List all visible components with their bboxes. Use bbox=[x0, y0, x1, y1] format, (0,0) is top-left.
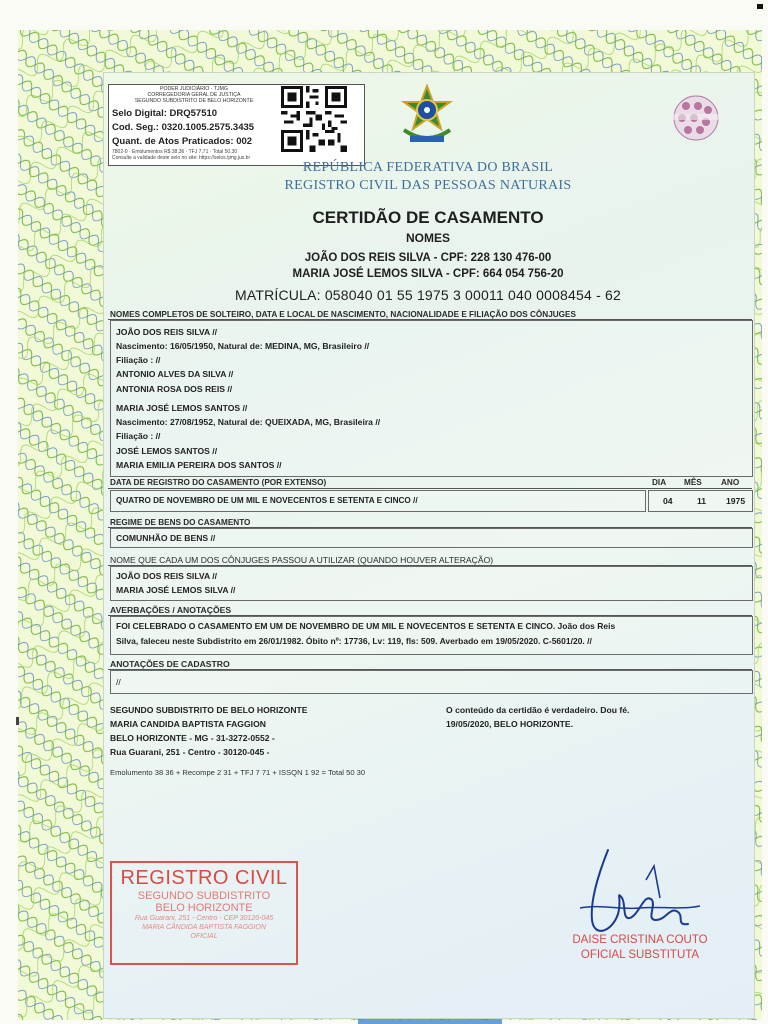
adopted-name-1: JOÃO DOS REIS SILVA // bbox=[116, 571, 218, 581]
official-name: DAISE CRISTINA COUTO bbox=[572, 934, 708, 946]
seal-fee-line: 7802-0 · Emolumentos R$ 38,36 · TFJ 7,71 · Total 50,30 bbox=[112, 149, 238, 155]
section-label-adopted-names: NOME QUE CADA UM DOS CÔNJUGES PASSOU A UTILIZAR (QUANDO HOUVER ALTERAÇÃO) bbox=[110, 555, 494, 565]
seal-acts-count: Quant. de Atos Praticados: 002 bbox=[112, 136, 253, 147]
office-address: Rua Guarani, 251 - Centro - 30120-045 - bbox=[110, 747, 270, 757]
stamp-city: BELO HORIZONTE bbox=[155, 902, 253, 914]
names-heading: NOMES bbox=[405, 231, 450, 245]
spouse-2-name: MARIA JOSÉ LEMOS SANTOS // bbox=[116, 403, 248, 413]
fees-line: Emolumento 38 36 + Recompe 2 31 + TFJ 7 71 + ISSQN 1 92 = Total 50 30 bbox=[110, 768, 366, 777]
registry-notes-box bbox=[110, 670, 753, 694]
registry-title: REGISTRO CIVIL DAS PESSOAS NATURAIS bbox=[284, 178, 572, 193]
spouse-2-mother: MARIA EMILIA PEREIRA DOS SANTOS // bbox=[116, 460, 282, 470]
section-label-annotations: AVERBAÇÕES / ANOTAÇÕES bbox=[110, 605, 232, 615]
spouse-2-birth: Nascimento: 27/08/1952, Natural de: QUEIXADA, MG, Brasileira // bbox=[116, 417, 381, 427]
spouse-1-mother: ANTONIA ROSA DOS REIS // bbox=[116, 384, 233, 394]
property-regime-value: COMUNHÃO DE BENS // bbox=[116, 533, 216, 543]
year-value: 1975 bbox=[726, 496, 746, 506]
hologram-icon bbox=[668, 92, 724, 144]
stamp-address: Rua Guarani, 251 - Centro - CEP 30120-045 bbox=[134, 915, 274, 922]
spouse-1-filiation-label: Filiação : // bbox=[116, 355, 161, 365]
digital-seal-box bbox=[108, 84, 365, 166]
annotation-line-2: Silva, faleceu neste Subdistrito em 26/01/1982. Óbito nº: 17736, Lv: 119, fls: 509. Averbado em 19/05/2020. C-5601/20. // bbox=[116, 636, 592, 646]
certificate-title: CERTIDÃO DE CASAMENTO bbox=[312, 208, 544, 227]
seal-header-line: PODER JUDICIÁRIO - TJMG bbox=[160, 86, 228, 92]
attestation-text: O conteúdo da certidão é verdadeiro. Dou fé. bbox=[446, 705, 630, 715]
seal-header-line: SEGUNDO SUBDISTRITO DE BELO HORIZONTE bbox=[134, 98, 254, 104]
section-rule bbox=[108, 488, 752, 489]
seal-header-line: CORREGEDORIA GERAL DE JUSTIÇA bbox=[147, 92, 241, 98]
stamp-subdistrict: SEGUNDO SUBDISTRITO bbox=[137, 890, 271, 902]
registry-stamp bbox=[110, 861, 298, 965]
spouse-1-father: ANTONIO ALVES DA SILVA // bbox=[116, 369, 234, 379]
scan-mark bbox=[16, 717, 19, 725]
qr-code-icon bbox=[281, 86, 347, 152]
spouse-2-father: JOSÉ LEMOS SANTOS // bbox=[116, 446, 218, 456]
office-phone: BELO HORIZONTE - MG - 31-3272-0552 - bbox=[110, 733, 275, 743]
registration-number: MATRÍCULA: 058040 01 55 1975 3 00011 040 0008454 - 62 bbox=[234, 287, 622, 303]
spouse-1-cpf: JOÃO DOS REIS SILVA - CPF: 228 130 476-00 bbox=[304, 252, 552, 264]
stamp-role: OFICIAL bbox=[190, 933, 218, 940]
section-label-registration-date: DATA DE REGISTRO DO CASAMENTO (POR EXTENSO) bbox=[110, 478, 327, 487]
adopted-name-2: MARIA JOSÉ LEMOS SILVA // bbox=[116, 585, 236, 595]
seal-consult-text: Consulte a validade deste selo no site: https://selos.tjmg.jus.br bbox=[112, 155, 251, 161]
spouse-2-cpf: MARIA JOSÉ LEMOS SILVA - CPF: 664 054 756-20 bbox=[292, 268, 564, 280]
office-name: SEGUNDO SUBDISTRITO DE BELO HORIZONTE bbox=[110, 705, 308, 715]
section-label-full-names: NOMES COMPLETOS DE SOLTEIRO, DATA E LOCAL DE NASCIMENTO, NACIONALIDADE E FILIAÇÃO DOS CÔNJUGES bbox=[110, 310, 576, 319]
stamp-title: REGISTRO CIVIL bbox=[120, 867, 288, 889]
seal-code: Selo Digital: DRQ57510 bbox=[112, 108, 218, 119]
registry-notes-value: // bbox=[116, 677, 121, 687]
officer-name: MARIA CANDIDA BAPTISTA FAGGION bbox=[110, 719, 266, 729]
seal-security-code: Cod. Seg.: 0320.1005.2575.3435 bbox=[112, 122, 255, 133]
month-value: 11 bbox=[697, 496, 707, 506]
seal-header bbox=[109, 86, 279, 104]
spouse-1-birth: Nascimento: 16/05/1950, Natural de: MEDINA, MG, Brasileiro // bbox=[116, 341, 370, 351]
day-label: DIA bbox=[652, 478, 667, 487]
day-value: 04 bbox=[663, 496, 673, 506]
spouse-2-filiation-label: Filiação : // bbox=[116, 431, 161, 441]
attestation-date: 19/05/2020, BELO HORIZONTE. bbox=[446, 719, 574, 729]
spouse-1-name: JOÃO DOS REIS SILVA // bbox=[116, 327, 218, 337]
brazil-coat-of-arms-icon bbox=[396, 84, 458, 150]
section-label-property-regime: REGIME DE BENS DO CASAMENTO bbox=[110, 518, 251, 527]
annotation-line-1: FOI CELEBRADO O CASAMENTO EM UM DE NOVEMBRO DE UM MIL E NOVECENTOS E SETENTA E CINCO. João dos Reis bbox=[116, 621, 616, 631]
registration-date-text: QUATRO DE NOVEMBRO DE UM MIL E NOVECENTOS E SETENTA E CINCO // bbox=[116, 496, 418, 505]
section-label-registry-notes: ANOTAÇÕES DE CADASTRO bbox=[110, 659, 230, 669]
republic-title: REPÚBLICA FEDERATIVA DO BRASIL bbox=[302, 160, 554, 175]
official-role: OFICIAL SUBSTITUTA bbox=[580, 949, 700, 961]
scan-mark bbox=[757, 4, 763, 9]
year-label: ANO bbox=[721, 478, 740, 487]
month-label: MÊS bbox=[684, 478, 702, 487]
official-signature-block bbox=[530, 933, 750, 963]
stamp-officer: MARIA CÂNDIDA BAPTISTA FAGGION bbox=[142, 924, 266, 931]
